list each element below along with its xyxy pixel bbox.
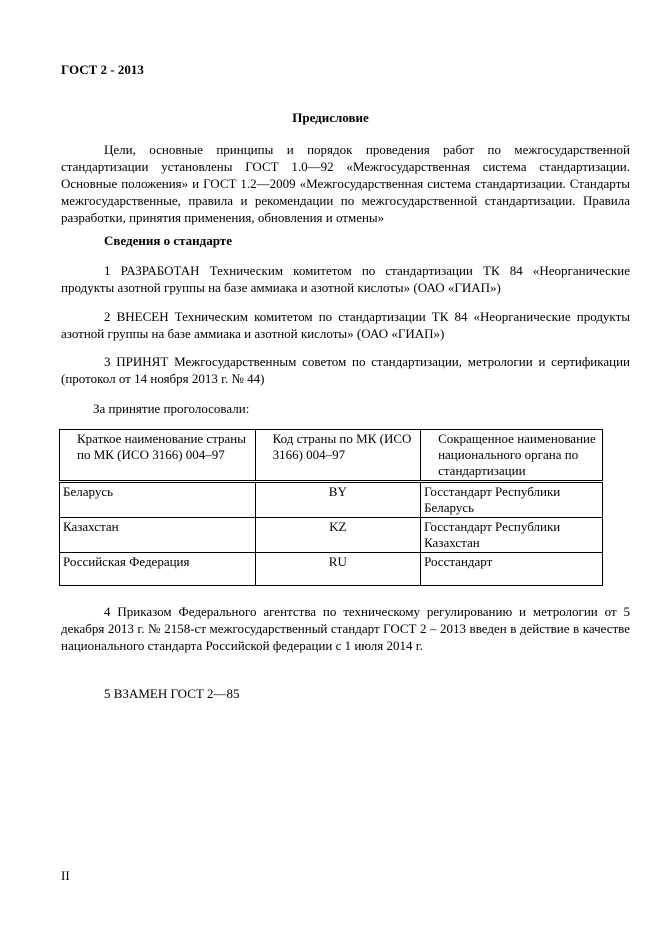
header-country-name bbox=[60, 430, 256, 482]
cell-code: KZ bbox=[255, 518, 420, 553]
header-country-code bbox=[255, 430, 420, 482]
cell-code: RU bbox=[255, 553, 420, 586]
header-country-name-text: Краткое наименование страны по МК (ИСО 3166) 004–97 bbox=[77, 431, 246, 462]
header-country-code-text: Код страны по МК (ИСО 3166) 004–97 bbox=[272, 431, 412, 462]
cell-body: Госстандарт Республики Беларусь bbox=[421, 482, 603, 518]
table-row bbox=[60, 518, 603, 553]
cell-country: Казахстан bbox=[60, 518, 256, 553]
item-2-paragraph: 2 ВНЕСЕН Техническим комитетом по стандартизации ТК 84 «Неорганические продукты азотной группы на базе аммиака и азотной кислоты» (ОАО «ГИАП») bbox=[61, 309, 630, 341]
cell-code: BY bbox=[255, 482, 420, 518]
cell-body: Росстандарт bbox=[421, 553, 603, 586]
foreword-title: Предисловие bbox=[292, 110, 369, 125]
voting-countries-table bbox=[59, 429, 603, 586]
document-code-header: ГОСТ 2 - 2013 bbox=[61, 62, 144, 77]
table-header-row bbox=[60, 430, 603, 482]
table-row bbox=[60, 482, 603, 518]
item-4-paragraph: 4 Приказом Федерального агентства по техническому регулированию и метрологии от 5 декабря 2013 г. № 2158-ст межгосударственный стандарт ГОСТ 2 – 2013 введен в действие в качестве национального стандарта Российской федерации с 1 июля 2014 г. bbox=[61, 604, 630, 653]
foreword-intro-paragraph: Цели, основные принципы и порядок проведения работ по межгосударственной стандартизации установлены ГОСТ 1.0—92 «Межгосударственная система стандартизации. Основные положения» и ГОСТ 1.2—2009 «Межгосударственная система стандартизации. Стандарты межгосударственные, правила и рекомендации по межгосударственной стандартизации. Правила разработки, принятия применения, обновления и отмены» bbox=[61, 142, 630, 225]
item-3-paragraph: 3 ПРИНЯТ Межгосударственным советом по стандартизации, метрологии и сертификации (протокол от 14 ноября 2013 г. № 44) bbox=[61, 354, 630, 386]
header-national-body bbox=[421, 430, 603, 482]
cell-country: Российская Федерация bbox=[60, 553, 256, 586]
header-national-body-text: Сокращенное наименование национального органа по стандартизации bbox=[438, 431, 596, 478]
table-row bbox=[60, 553, 603, 586]
item-1-paragraph: 1 РАЗРАБОТАН Техническим комитетом по стандартизации ТК 84 «Неорганические продукты азотной группы на базе аммиака и азотной кислоты» (ОАО «ГИАП») bbox=[61, 263, 630, 295]
standard-info-heading: Сведения о стандарте bbox=[104, 233, 232, 248]
voted-label: За принятие проголосовали: bbox=[93, 401, 250, 416]
cell-country: Беларусь bbox=[60, 482, 256, 518]
cell-body: Госстандарт Республики Казахстан bbox=[421, 518, 603, 553]
page-number: II bbox=[61, 868, 70, 883]
item-5-replaces: 5 ВЗАМЕН ГОСТ 2—85 bbox=[104, 686, 240, 701]
